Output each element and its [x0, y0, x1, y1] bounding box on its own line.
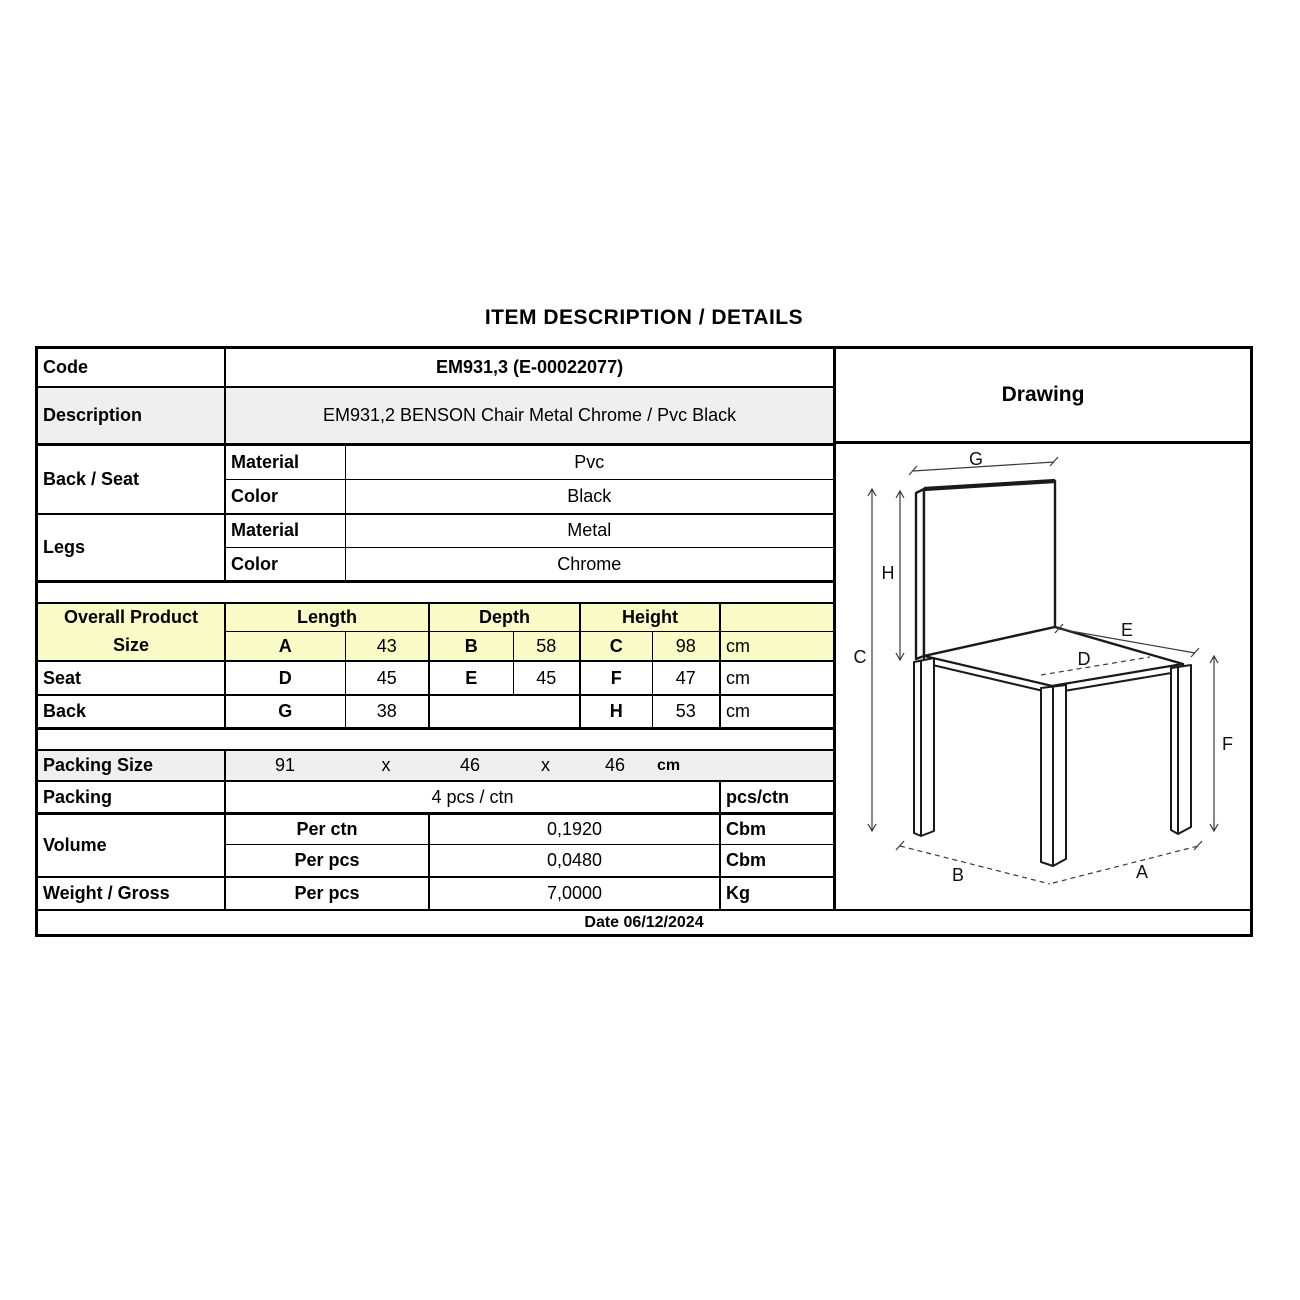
size-header-length: Length [225, 603, 429, 632]
packing-value: 4 pcs / ctn [225, 781, 720, 813]
volume-perctn-row [38, 814, 833, 845]
spec-document [35, 346, 1253, 937]
size-seat-letter-d: D [225, 661, 345, 695]
code-row [38, 349, 833, 387]
dim-label-b: B [952, 865, 965, 885]
size-back-label: Back [38, 695, 225, 728]
size-group-label [38, 603, 225, 661]
size-overall-letter-c: C [580, 632, 652, 661]
size-overall-value-a: 43 [345, 632, 429, 661]
packing-size-dim2: 46 [459, 755, 481, 776]
chair-leg-right [1171, 665, 1191, 834]
description-label: Description [38, 387, 225, 444]
packing-size-values-cell [225, 750, 833, 781]
dim-label-a: A [1136, 862, 1149, 882]
size-seat-letter-e: E [429, 661, 513, 695]
size-overall-value-c: 98 [652, 632, 720, 661]
page-title: ITEM DESCRIPTION / DETAILS [484, 306, 804, 329]
code-label: Code [38, 349, 225, 387]
chair-drawing [836, 444, 1250, 904]
volume-label: Volume [38, 814, 225, 877]
packing-size-dim3: 46 [604, 755, 626, 776]
packing-row [38, 781, 833, 813]
size-back-value-g: 38 [345, 695, 429, 728]
size-header-row [38, 603, 833, 632]
packing-size-unit: cm [657, 756, 681, 774]
packing-size-x2: x [541, 755, 550, 776]
volume-perctn-label: Per ctn [225, 814, 429, 845]
size-back-letter-g: G [225, 695, 345, 728]
size-overall-letter-a: A [225, 632, 345, 661]
drawing-title: Drawing [836, 349, 1250, 444]
size-back-row [38, 695, 833, 728]
backseat-color-label: Color [225, 479, 345, 513]
legs-material-label: Material [225, 514, 345, 548]
weight-perpcs-label: Per pcs [225, 877, 429, 909]
code-value: EM931,3 (E-00022077) [225, 349, 833, 387]
size-back-value-h: 53 [652, 695, 720, 728]
volume-perctn-unit: Cbm [720, 814, 833, 845]
description-row [38, 387, 833, 444]
legs-material-row [38, 514, 833, 548]
dim-label-c: C [853, 647, 867, 667]
dim-label-d: D [1077, 649, 1091, 669]
dim-label-f: F [1222, 734, 1234, 754]
volume-perpcs-unit: Cbm [720, 845, 833, 877]
size-seat-unit: cm [720, 661, 833, 695]
dim-label-e: E [1121, 620, 1134, 640]
size-overall-letter-b: B [429, 632, 513, 661]
spacer-cell [38, 728, 833, 750]
weight-label: Weight / Gross [38, 877, 225, 909]
backseat-material-value: Pvc [345, 444, 833, 479]
size-seat-value-d: 45 [345, 661, 429, 695]
weight-unit: Kg [720, 877, 833, 909]
drawing-panel [833, 349, 1250, 909]
size-overall-unit: cm [720, 632, 833, 661]
date-text: Date 06/12/2024 [584, 913, 704, 931]
backseat-material-label: Material [225, 444, 345, 479]
packing-size-values [226, 755, 833, 776]
backseat-color-value: Black [345, 479, 833, 513]
description-value: EM931,2 BENSON Chair Metal Chrome / Pvc Black [225, 387, 833, 444]
date-row [38, 909, 1250, 934]
document-body [38, 349, 1250, 909]
spacer-row [38, 582, 833, 603]
size-header-unit-cell [720, 603, 833, 632]
packing-label: Packing [38, 781, 225, 813]
size-back-unit: cm [720, 695, 833, 728]
size-back-empty-cell [429, 695, 580, 728]
size-seat-letter-f: F [580, 661, 652, 695]
size-back-letter-h: H [580, 695, 652, 728]
packing-unit: pcs/ctn [720, 781, 833, 813]
chair-leg-front [1041, 685, 1066, 866]
backseat-group-label: Back / Seat [38, 444, 225, 513]
drawing-area [836, 444, 1250, 909]
chair-leg-back-left [914, 658, 934, 836]
packing-size-x1: x [381, 755, 391, 776]
chair-backrest-side [916, 489, 924, 659]
packing-size-row [38, 750, 833, 781]
legs-group-label: Legs [38, 514, 225, 582]
packing-size-label: Packing Size [38, 750, 225, 781]
size-group-label-line1: Overall Product [63, 607, 199, 628]
legs-material-value: Metal [345, 514, 833, 548]
dim-label-g: G [969, 449, 984, 469]
size-seat-row [38, 661, 833, 695]
volume-perpcs-label: Per pcs [225, 845, 429, 877]
size-header-depth: Depth [429, 603, 580, 632]
size-seat-label: Seat [38, 661, 225, 695]
size-group-label-line2: Size [112, 634, 150, 655]
volume-perctn-value: 0,1920 [429, 814, 720, 845]
legs-color-value: Chrome [345, 548, 833, 582]
weight-row [38, 877, 833, 909]
spec-table [38, 349, 833, 909]
dim-label-h: H [881, 563, 895, 583]
spacer-row [38, 728, 833, 750]
spacer-cell [38, 582, 833, 603]
volume-perpcs-value: 0,0480 [429, 845, 720, 877]
chair-backrest [924, 481, 1055, 656]
weight-value: 7,0000 [429, 877, 720, 909]
size-seat-value-e: 45 [513, 661, 580, 695]
size-overall-value-b: 58 [513, 632, 580, 661]
legs-color-label: Color [225, 548, 345, 582]
packing-size-dim1: 91 [274, 755, 296, 776]
backseat-material-row [38, 444, 833, 479]
size-seat-value-f: 47 [652, 661, 720, 695]
size-header-height: Height [580, 603, 720, 632]
